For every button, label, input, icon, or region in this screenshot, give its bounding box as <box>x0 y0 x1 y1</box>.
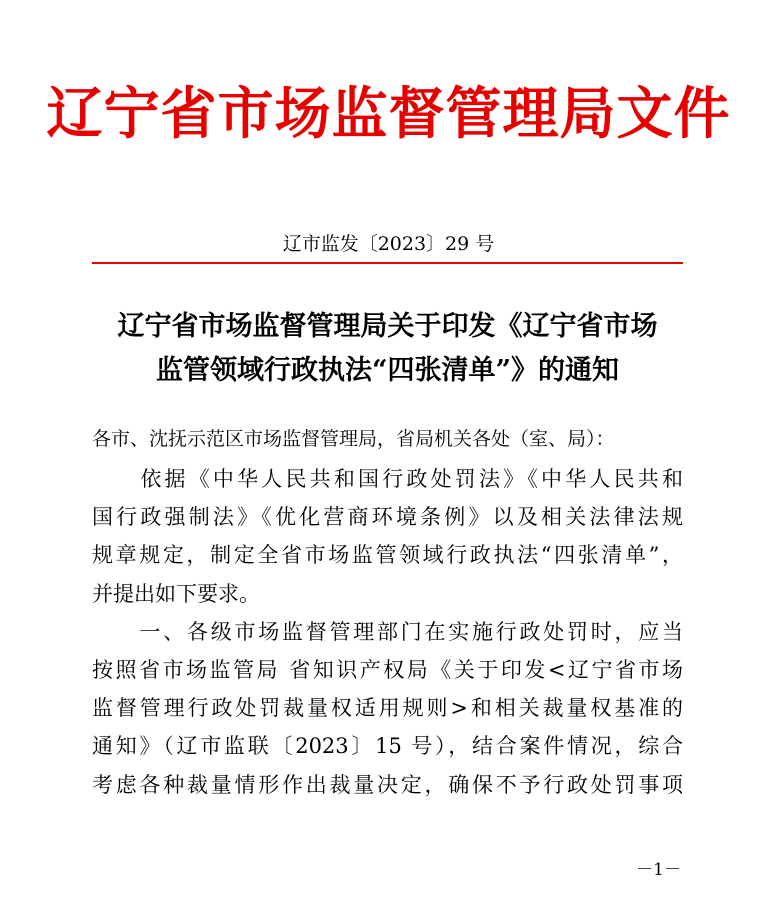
notice-title <box>92 305 683 393</box>
addressee-line: 各市、沈抚示范区市场监督管理局，省局机关各处（室、局）： <box>92 428 615 450</box>
body-line: 考虑各种裁量情形作出裁量决定，确保不予行政处罚事项 <box>92 772 683 797</box>
notice-title-line-1: 辽宁省市场监督管理局关于印发《辽宁省市场 <box>117 311 658 342</box>
body-line: 并提出如下要求。 <box>92 581 260 606</box>
body-line: 通知》（辽市监联〔2023〕15 号），结合案件情况，综合 <box>92 734 683 759</box>
red-divider-line <box>92 262 683 264</box>
document-body <box>92 460 683 804</box>
body-line: 按照省市场监管局 省知识产权局《关于印发<辽宁省市场 <box>92 657 683 682</box>
notice-title-line-2: 监管领域行政执法“四张清单”》的通知 <box>155 355 620 386</box>
body-line: 规章规定，制定全省市场监管领域行政执法“四张清单”， <box>92 543 683 568</box>
document-header-title: 辽宁省市场监督管理局文件 <box>46 81 731 147</box>
body-line: 一、各级市场监督管理部门在实施行政处罚时，应当 <box>92 619 683 644</box>
body-line: 依据《中华人民共和国行政处罚法》《中华人民共和 <box>92 467 683 491</box>
body-line: 监督管理行政处罚裁量权适用规则>和相关裁量权基准的 <box>92 696 683 721</box>
body-line: 国行政强制法》《优化营商环境条例》以及相关法律法规 <box>92 505 683 530</box>
document-number: 辽市监发〔2023〕29 号 <box>282 233 495 255</box>
body-paragraph-1 <box>92 460 683 613</box>
body-paragraph-2 <box>92 613 683 804</box>
page-number: －1－ <box>636 860 681 880</box>
